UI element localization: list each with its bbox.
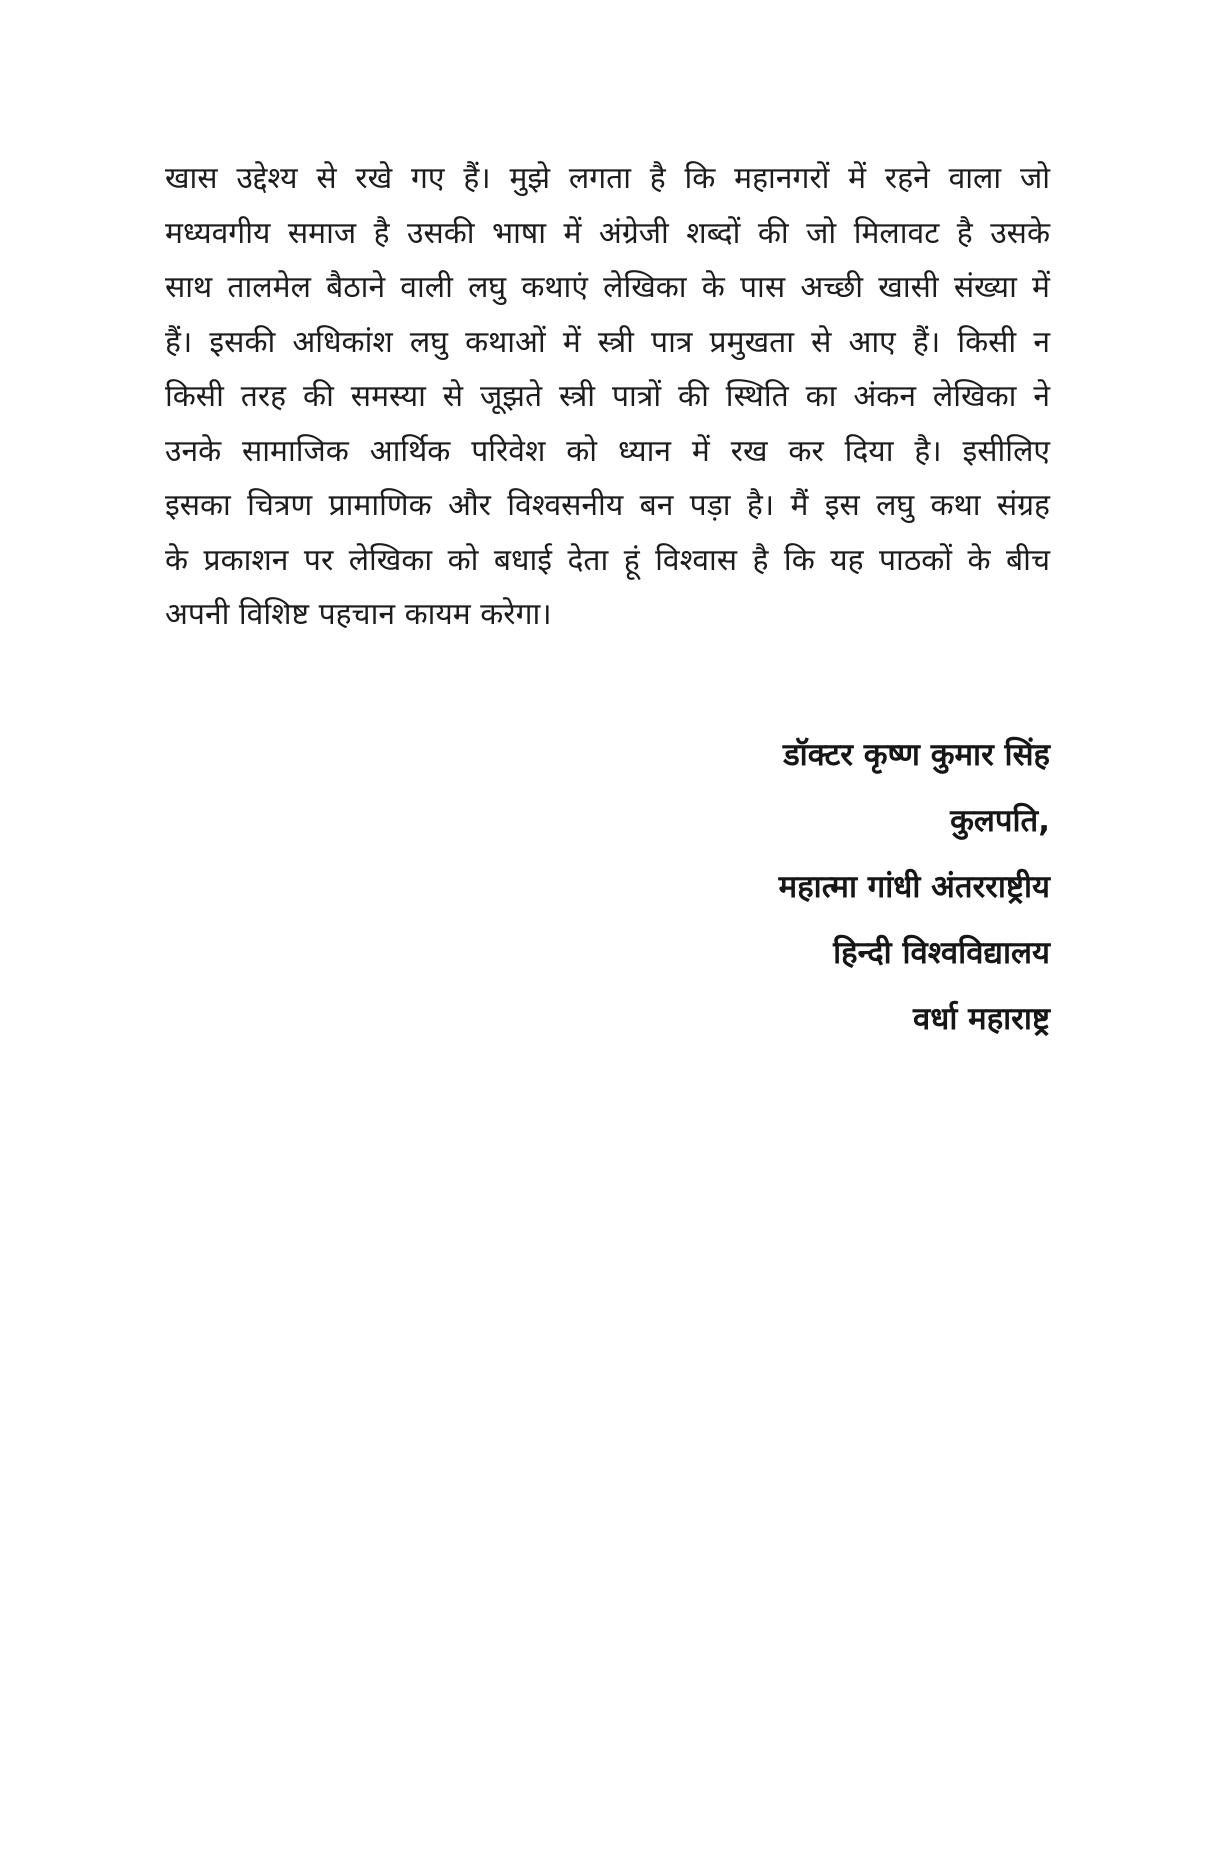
- body-line-9: अपनी विशिष्ट पहचान कायम करेगा।: [165, 597, 552, 632]
- institution-line-1: महात्मा गांधी अंतरराष्ट्रीय: [778, 869, 1050, 905]
- signatory-name: डॉक्टर कृष्ण कुमार सिंह: [783, 737, 1050, 773]
- signature-block: [779, 722, 1050, 1052]
- body-line-1: खास उद्देश्य से रखे गए हैं। मुझे लगता है कि महानगरों में रहने वाला जो: [165, 161, 1050, 196]
- body-paragraph: [165, 152, 1050, 643]
- body-line-2: मध्यवगीय समाज है उसकी भाषा में अंग्रेजी शब्दों की जो मिलावट है उसके: [165, 215, 1050, 251]
- body-line-6: उनके सामाजिक आर्थिक परिवेश को ध्यान में रख कर दिया है। इसीलिए: [165, 433, 1050, 469]
- body-line-4: हैं। इसकी अधिकांश लघु कथाओं में स्त्री पात्र प्रमुखता से आए हैं। किसी न: [165, 324, 1050, 360]
- body-line-7: इसका चित्रण प्रामाणिक और विश्वसनीय बन पड़ा है। मैं इस लघु कथा संग्रह: [165, 488, 1050, 523]
- body-line-5: किसी तरह की समस्या से जूझते स्त्री पात्रों की स्थिति का अंकन लेखिका ने: [165, 379, 1050, 414]
- institution-line-2: हिन्दी विश्वविद्यालय: [833, 935, 1050, 971]
- signatory-location: वर्धा महाराष्ट्र: [913, 1001, 1050, 1037]
- body-line-8: के प्रकाशन पर लेखिका को बधाई देता हूं विश्वास है कि यह पाठकों के बीच: [165, 542, 1050, 578]
- signatory-designation: कुलपति,: [950, 803, 1050, 839]
- body-line-3: साथ तालमेल बैठाने वाली लघु कथाएं लेखिका के पास अच्छी खासी संख्या में: [165, 270, 1050, 305]
